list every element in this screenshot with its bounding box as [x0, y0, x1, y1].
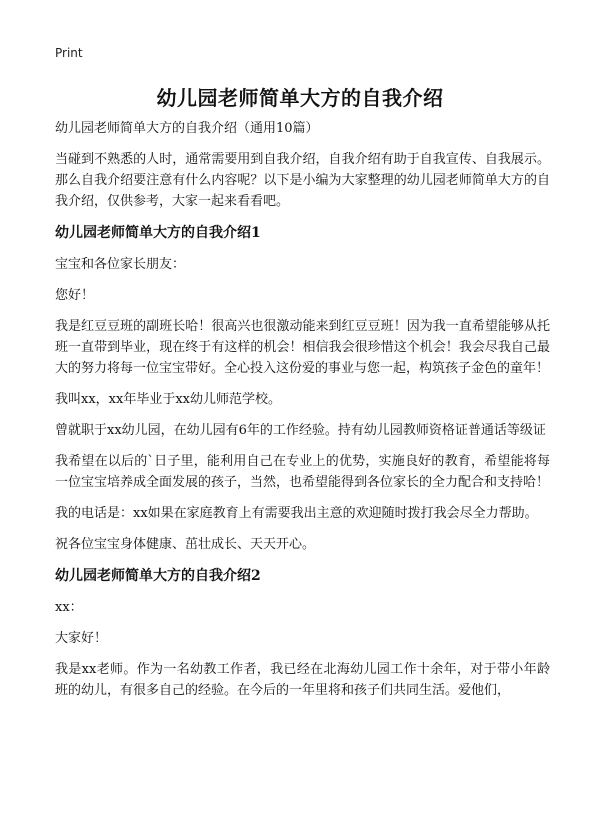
section-2-paragraph: 我是xx老师。作为一名幼教工作者，我已经在北海幼儿园工作十余年，对于带小年龄班的幼儿，有很多自己的经验。在今后的一年里将和孩子们共同生活。爱他们，	[55, 662, 550, 698]
section-1-heading: 幼儿园老师简单大方的自我介绍1	[55, 225, 261, 241]
article-subtitle: 幼儿园老师简单大方的自我介绍（通用10篇）	[55, 121, 319, 136]
section-1-closing: 祝各位宝宝身体健康、茁壮成长、天天开心。	[55, 537, 316, 552]
section-2-hello: 大家好！	[55, 631, 108, 646]
article-body	[55, 118, 550, 711]
page-title: 幼儿园老师简单大方的自我介绍	[156, 86, 444, 110]
section-1-paragraph: 我希望在以后的`日子里，能利用自己在专业上的优势，实施良好的教育，希望能将每一位宝宝培养成全面发展的孩子，当然，也希望能得到各位家长的全力配合和支持哈！	[55, 454, 550, 490]
section-1-paragraph: 曾就职于xx幼儿园，在幼儿园有6年的工作经验。持有幼儿园教师资格证普通话等级证	[55, 423, 546, 438]
section-2-heading: 幼儿园老师简单大方的自我介绍2	[55, 568, 261, 584]
print-link[interactable]: Print	[55, 46, 83, 60]
section-1-hello: 您好！	[55, 288, 95, 303]
section-1-greeting: 宝宝和各位家长朋友：	[55, 257, 186, 272]
section-1-paragraph: 我是红豆豆班的副班长哈！很高兴也很激动能来到红豆豆班！因为我一直希望能够从托班一直带到毕业，现在终于有这样的机会！相信我会很珍惜这个机会！我会尽我自己最大的努力将每一位宝宝带好。全心投入这份爱的事业与您一起，构筑孩子金色的童年！	[55, 319, 550, 376]
section-1-paragraph: 我的电话是：xx如果在家庭教育上有需要我出主意的欢迎随时拨打我会尽全力帮助。	[55, 506, 538, 521]
section-2-greeting: xx：	[55, 600, 83, 615]
intro-paragraph: 当碰到不熟悉的人时，通常需要用到自我介绍，自我介绍有助于自我宣传、自我展示。那么自我介绍要注意有什么内容呢？以下是小编为大家整理的幼儿园老师简单大方的自我介绍，仅供参考，大家一起来看看吧。	[55, 152, 550, 209]
section-1-paragraph: 我叫xx，xx年毕业于xx幼儿师范学校。	[55, 392, 281, 407]
